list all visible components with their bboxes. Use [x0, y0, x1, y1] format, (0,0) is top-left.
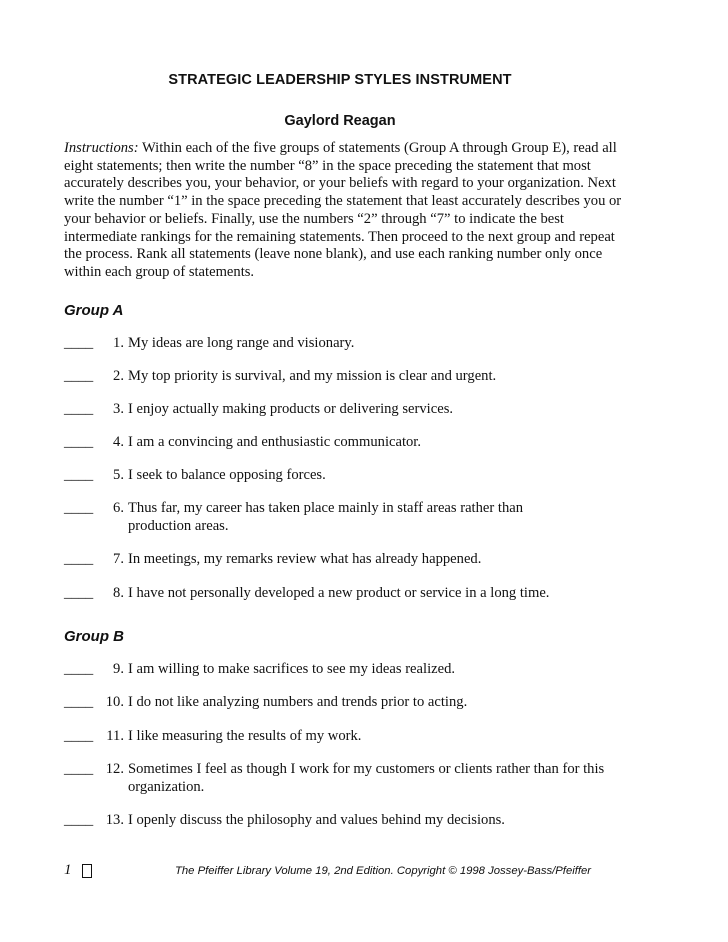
statement-number: 7. [113, 551, 124, 567]
ranking-blank: ____ [64, 500, 94, 516]
statement-text: I enjoy actually making products or delivering services. [128, 401, 454, 417]
statement-number: 3. [113, 401, 124, 417]
statement-number: 8. [113, 585, 124, 601]
ranking-blank: ____ [64, 585, 94, 601]
statement-text: I am a convincing and enthusiastic communicator. [128, 434, 422, 450]
statement-text: Sometimes I feel as though I work for my customers or clients rather than for this organization. [128, 761, 605, 795]
ranking-blank: ____ [64, 761, 94, 777]
copyright-notice: The Pfeiffer Library Volume 19, 2nd Edition. Copyright © 1998 Jossey-Bass/Pfeiffer [175, 865, 592, 877]
page-footer [64, 862, 664, 882]
statement-text: I have not personally developed a new product or service in a long time. [128, 585, 550, 601]
statement-text: I seek to balance opposing forces. [128, 467, 326, 483]
instructions-body: Within each of the five groups of statements (Group A through Group E), read all eight statements; then write the number “8” in the space preceding the statement that most accurately describes you, your behavior, or your beliefs with regard to your organization. Next write the number “1” in the space preceding the statement that least accurately describes you or your behavior or beliefs. Finally, use the numbers “2” through “7” to indicate the best intermediate rankings for the remaining statements. Then proceed to the next group and repeat the process. Rank all statements (leave none blank), and use each ranking number only once within each group of statements. [64, 140, 622, 280]
ranking-blank: ____ [64, 335, 94, 351]
statement-number: 10. [105, 694, 124, 710]
group-a-heading: Group A [64, 302, 124, 319]
author-name: Gaylord Reagan [284, 113, 396, 129]
ranking-blank: ____ [64, 812, 94, 828]
statement-number: 2. [113, 368, 124, 384]
ranking-blank: ____ [64, 694, 94, 710]
instructions-paragraph [64, 140, 624, 282]
ranking-blank: ____ [64, 728, 94, 744]
statement-number: 9. [113, 661, 124, 677]
statement-text: I like measuring the results of my work. [128, 728, 362, 744]
statement-number: 11. [106, 728, 124, 744]
statement-text: My top priority is survival, and my mission is clear and urgent. [128, 368, 497, 384]
statement-text: In meetings, my remarks review what has already happened. [128, 551, 482, 567]
instructions-label: Instructions: [64, 140, 139, 156]
ranking-blank: ____ [64, 661, 94, 677]
statement-text: I openly discuss the philosophy and values behind my decisions. [128, 812, 505, 828]
document-title: STRATEGIC LEADERSHIP STYLES INSTRUMENT [168, 72, 512, 88]
statement-number: 6. [113, 500, 124, 516]
group-b-heading: Group B [64, 628, 124, 645]
statement-text: I do not like analyzing numbers and trends prior to acting. [128, 694, 468, 710]
statement-number: 1. [113, 335, 124, 351]
ranking-blank: ____ [64, 401, 94, 417]
statement-text: My ideas are long range and visionary. [128, 335, 355, 351]
ranking-blank: ____ [64, 551, 94, 567]
statement-number: 4. [113, 434, 124, 450]
placeholder-box-icon [82, 864, 92, 878]
statement-number: 5. [113, 467, 124, 483]
statement-number: 12. [105, 761, 124, 777]
ranking-blank: ____ [64, 467, 94, 483]
statement-text: Thus far, my career has taken place mainly in staff areas rather than production areas. [128, 500, 524, 534]
statement-number: 13. [105, 812, 124, 828]
statement-text: I am willing to make sacrifices to see my ideas realized. [128, 661, 456, 677]
page-number: 1 [64, 862, 72, 878]
ranking-blank: ____ [64, 434, 94, 450]
ranking-blank: ____ [64, 368, 94, 384]
